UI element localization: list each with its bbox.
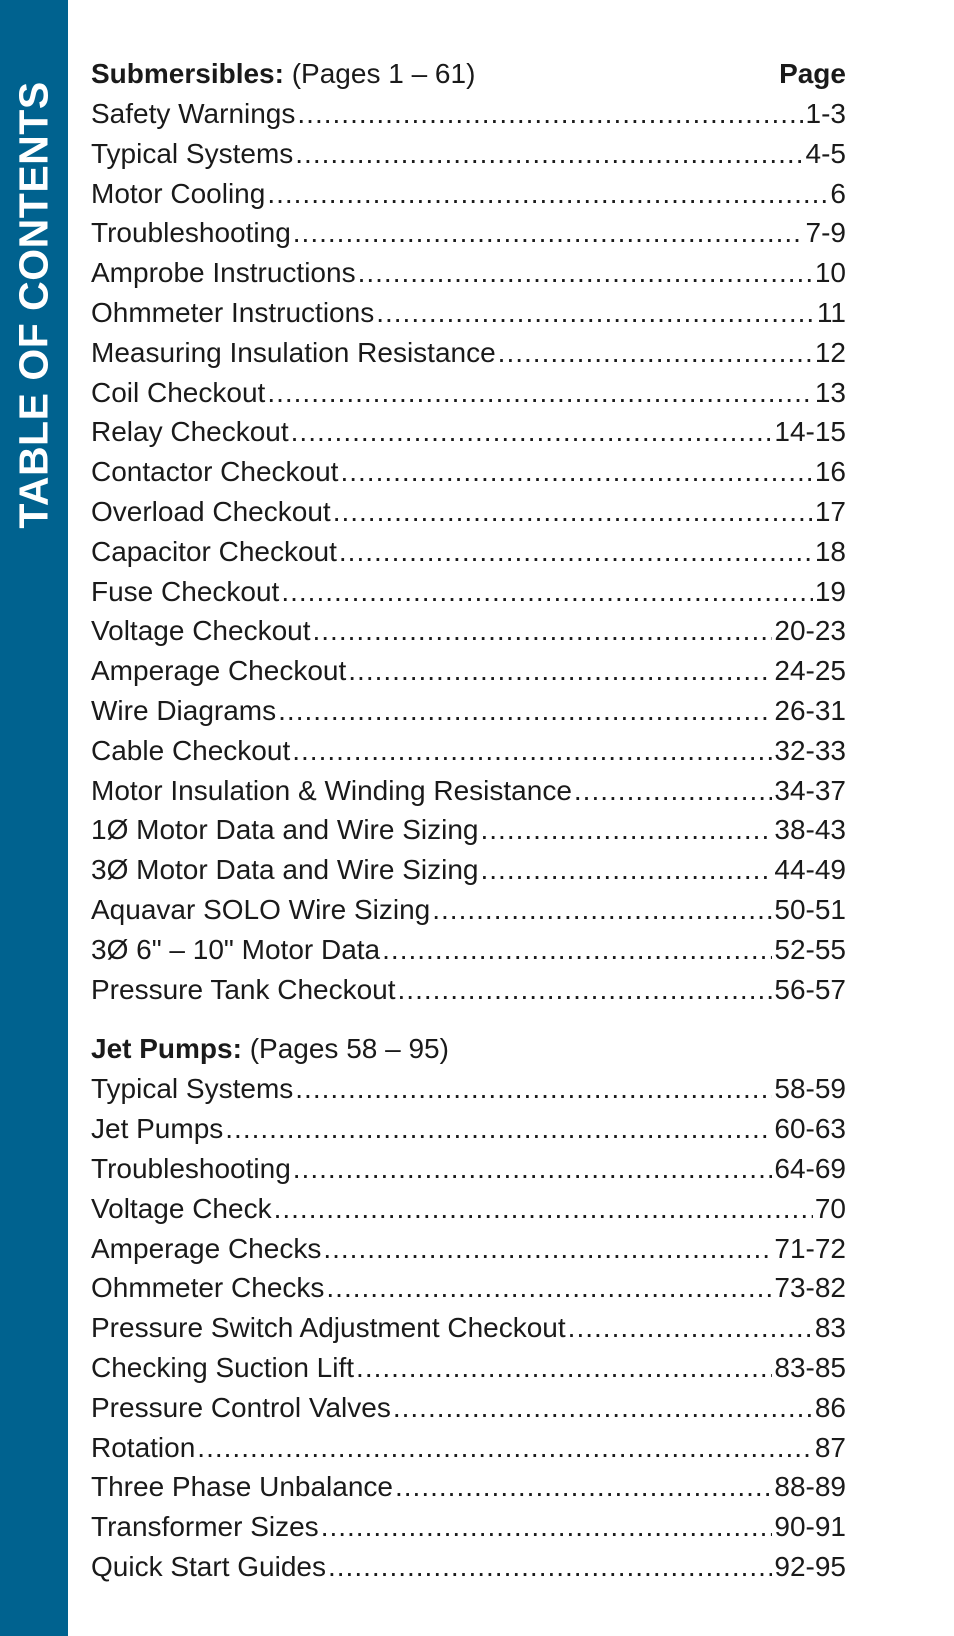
toc-entry-page: 20-23: [774, 615, 846, 647]
toc-entry-title: Amprobe Instructions: [91, 257, 356, 289]
toc-entry: [91, 1229, 846, 1269]
toc-entry-page: 56-57: [774, 973, 846, 1005]
toc-entry: [91, 1428, 846, 1468]
toc-content: [91, 54, 846, 1587]
toc-entry: [91, 1268, 846, 1308]
dot-leader: [340, 452, 812, 492]
toc-entry-title: Motor Insulation & Winding Resistance: [91, 774, 572, 806]
dot-leader: [292, 731, 772, 771]
toc-entry-page: 6: [830, 177, 846, 209]
toc-entry-page: 73-82: [774, 1272, 846, 1304]
dot-leader: [197, 1428, 813, 1468]
toc-entry-page: 52-55: [774, 933, 846, 965]
toc-entry: [91, 691, 846, 731]
dot-leader: [323, 1229, 772, 1269]
section-header-submersibles: [91, 54, 846, 94]
toc-entry-title: Three Phase Unbalance: [91, 1471, 393, 1503]
toc-entry-page: 10: [814, 257, 846, 289]
toc-entry: [91, 1189, 846, 1229]
section-entries-submersibles: [91, 94, 846, 1009]
toc-entry-page: 19: [814, 575, 846, 607]
toc-entry-title: Typical Systems: [91, 137, 294, 169]
toc-entry-page: 26-31: [774, 694, 846, 726]
toc-entry: [91, 1547, 846, 1587]
toc-entry-page: 60-63: [774, 1113, 846, 1145]
dot-leader: [498, 333, 813, 373]
toc-entry-page: 24-25: [774, 655, 846, 687]
toc-entry-page: 50-51: [774, 893, 846, 925]
toc-entry-page: 4-5: [805, 137, 846, 169]
toc-entry-page: 64-69: [774, 1152, 846, 1184]
section-spacer: [91, 1009, 846, 1029]
dot-leader: [281, 572, 813, 612]
dot-leader: [382, 930, 772, 970]
toc-entry: [91, 373, 846, 413]
toc-entry-title: Checking Suction Lift: [91, 1351, 355, 1383]
toc-entry-page: 12: [814, 336, 846, 368]
dot-leader: [574, 771, 772, 811]
toc-entry: [91, 810, 846, 850]
dot-leader: [295, 1069, 772, 1109]
dot-leader: [376, 293, 815, 333]
toc-entry-title: Troubleshooting: [91, 1152, 291, 1184]
dot-leader: [295, 134, 803, 174]
section-heading: [91, 54, 475, 94]
section-range: (Pages 1 – 61): [283, 58, 476, 89]
toc-entry: [91, 771, 846, 811]
toc-entry-title: Wire Diagrams: [91, 694, 277, 726]
toc-entry: [91, 134, 846, 174]
dot-leader: [274, 1189, 813, 1229]
toc-entry: [91, 1109, 846, 1149]
page-column-label: Page: [779, 58, 846, 89]
toc-entry-page: 1-3: [805, 98, 846, 129]
toc-entry: [91, 213, 846, 253]
dot-leader: [333, 492, 813, 532]
toc-entry-title: Transformer Sizes: [91, 1511, 319, 1543]
toc-entry-title: Voltage Checkout: [91, 615, 311, 647]
toc-entry-page: 18: [814, 535, 846, 567]
toc-entry-page: 16: [814, 456, 846, 488]
toc-entry: [91, 731, 846, 771]
toc-entry: [91, 1348, 846, 1388]
dot-leader: [278, 691, 772, 731]
toc-entry-title: Capacitor Checkout: [91, 535, 337, 567]
section-name: Submersibles:: [91, 58, 284, 89]
toc-entry-page: 88-89: [774, 1471, 846, 1503]
dot-leader: [313, 611, 773, 651]
toc-entry-page: 71-72: [774, 1232, 846, 1264]
toc-entry: [91, 1069, 846, 1109]
dot-leader: [293, 213, 804, 253]
toc-entry-title: Jet Pumps: [91, 1113, 224, 1145]
dot-leader: [321, 1507, 773, 1547]
section-heading: [91, 1029, 449, 1069]
toc-entry-page: 87: [814, 1431, 846, 1463]
dot-leader: [481, 810, 773, 850]
toc-entry-page: 58-59: [774, 1073, 846, 1105]
toc-entry-title: Voltage Check: [91, 1192, 272, 1224]
toc-entry-page: 70: [814, 1192, 846, 1224]
section-range: (Pages 58 – 95): [241, 1033, 449, 1065]
toc-entry: [91, 890, 846, 930]
dot-leader: [395, 1467, 772, 1507]
toc-entry-title: Measuring Insulation Resistance: [91, 336, 496, 368]
toc-entry-title: Contactor Checkout: [91, 456, 339, 488]
toc-entry: [91, 1149, 846, 1189]
dot-leader: [326, 1268, 772, 1308]
toc-entry-title: Safety Warnings: [91, 98, 296, 129]
section-entries-jet-pumps: [91, 1069, 846, 1586]
toc-entry-title: Relay Checkout: [91, 416, 289, 448]
section-name: Jet Pumps:: [91, 1033, 242, 1065]
toc-entry-page: 86: [814, 1391, 846, 1423]
toc-entry: [91, 850, 846, 890]
toc-entry-title: Motor Cooling: [91, 177, 266, 209]
toc-entry-title: Quick Start Guides: [91, 1550, 326, 1582]
toc-entry-page: 34-37: [774, 774, 846, 806]
toc-entry: [91, 94, 846, 134]
toc-entry-title: Pressure Control Valves: [91, 1391, 391, 1423]
toc-entry: [91, 412, 846, 452]
toc-entry-page: 14-15: [774, 416, 846, 448]
toc-entry-title: Typical Systems: [91, 1073, 294, 1105]
toc-entry-title: 3Ø 6" – 10" Motor Data: [91, 933, 381, 965]
dot-leader: [398, 970, 773, 1010]
toc-entry-title: Pressure Tank Checkout: [91, 973, 396, 1005]
toc-entry: [91, 174, 846, 214]
dot-leader: [358, 253, 813, 293]
toc-entry-title: Troubleshooting: [91, 217, 291, 249]
dot-leader: [339, 532, 813, 572]
dot-leader: [348, 651, 772, 691]
toc-entry-page: 32-33: [774, 734, 846, 766]
toc-entry-title: Aquavar SOLO Wire Sizing: [91, 893, 431, 925]
toc-entry: [91, 970, 846, 1010]
toc-entry-title: Pressure Switch Adjustment Checkout: [91, 1312, 566, 1344]
dot-leader: [297, 94, 803, 134]
sidebar-title: TABLE OF CONTENTS: [10, 81, 57, 529]
toc-entry: [91, 1507, 846, 1547]
dot-leader: [225, 1109, 772, 1149]
toc-entry-page: 38-43: [774, 814, 846, 846]
toc-entry-title: Ohmmeter Instructions: [91, 296, 375, 328]
toc-entry-title: Fuse Checkout: [91, 575, 280, 607]
toc-entry-page: 92-95: [774, 1550, 846, 1582]
toc-entry: [91, 651, 846, 691]
toc-entry-page: 7-9: [805, 217, 846, 249]
dot-leader: [393, 1388, 813, 1428]
toc-entry-title: Amperage Checks: [91, 1232, 322, 1264]
toc-entry-page: 17: [814, 495, 846, 527]
toc-entry: [91, 532, 846, 572]
dot-leader: [432, 890, 772, 930]
dot-leader: [293, 1149, 773, 1189]
toc-entry-title: Ohmmeter Checks: [91, 1272, 325, 1304]
toc-entry-page: 44-49: [774, 854, 846, 886]
toc-entry: [91, 293, 846, 333]
dot-leader: [267, 373, 813, 413]
toc-entry-page: 90-91: [774, 1511, 846, 1543]
toc-entry: [91, 611, 846, 651]
toc-entry-title: Coil Checkout: [91, 376, 266, 408]
toc-entry-title: 1Ø Motor Data and Wire Sizing: [91, 814, 479, 846]
dot-leader: [267, 174, 828, 214]
toc-entry-title: Rotation: [91, 1431, 196, 1463]
toc-entry-page: 83-85: [774, 1351, 846, 1383]
toc-entry: [91, 1308, 846, 1348]
toc-entry: [91, 492, 846, 532]
toc-entry: [91, 253, 846, 293]
toc-entry: [91, 1467, 846, 1507]
dot-leader: [291, 412, 773, 452]
toc-entry: [91, 452, 846, 492]
toc-entry-title: 3Ø Motor Data and Wire Sizing: [91, 854, 479, 886]
dot-leader: [356, 1348, 772, 1388]
toc-entry-title: Cable Checkout: [91, 734, 291, 766]
dot-leader: [328, 1547, 772, 1587]
toc-entry-page: 11: [816, 296, 846, 328]
toc-entry-title: Amperage Checkout: [91, 655, 347, 687]
toc-entry: [91, 333, 846, 373]
dot-leader: [481, 850, 773, 890]
sidebar-band: [0, 0, 68, 1636]
toc-entry: [91, 572, 846, 612]
toc-entry-page: 13: [814, 376, 846, 408]
dot-leader: [568, 1308, 813, 1348]
section-header-jet-pumps: [91, 1029, 846, 1069]
toc-entry-title: Overload Checkout: [91, 495, 331, 527]
toc-entry: [91, 930, 846, 970]
toc-entry: [91, 1388, 846, 1428]
toc-entry-page: 83: [814, 1312, 846, 1344]
